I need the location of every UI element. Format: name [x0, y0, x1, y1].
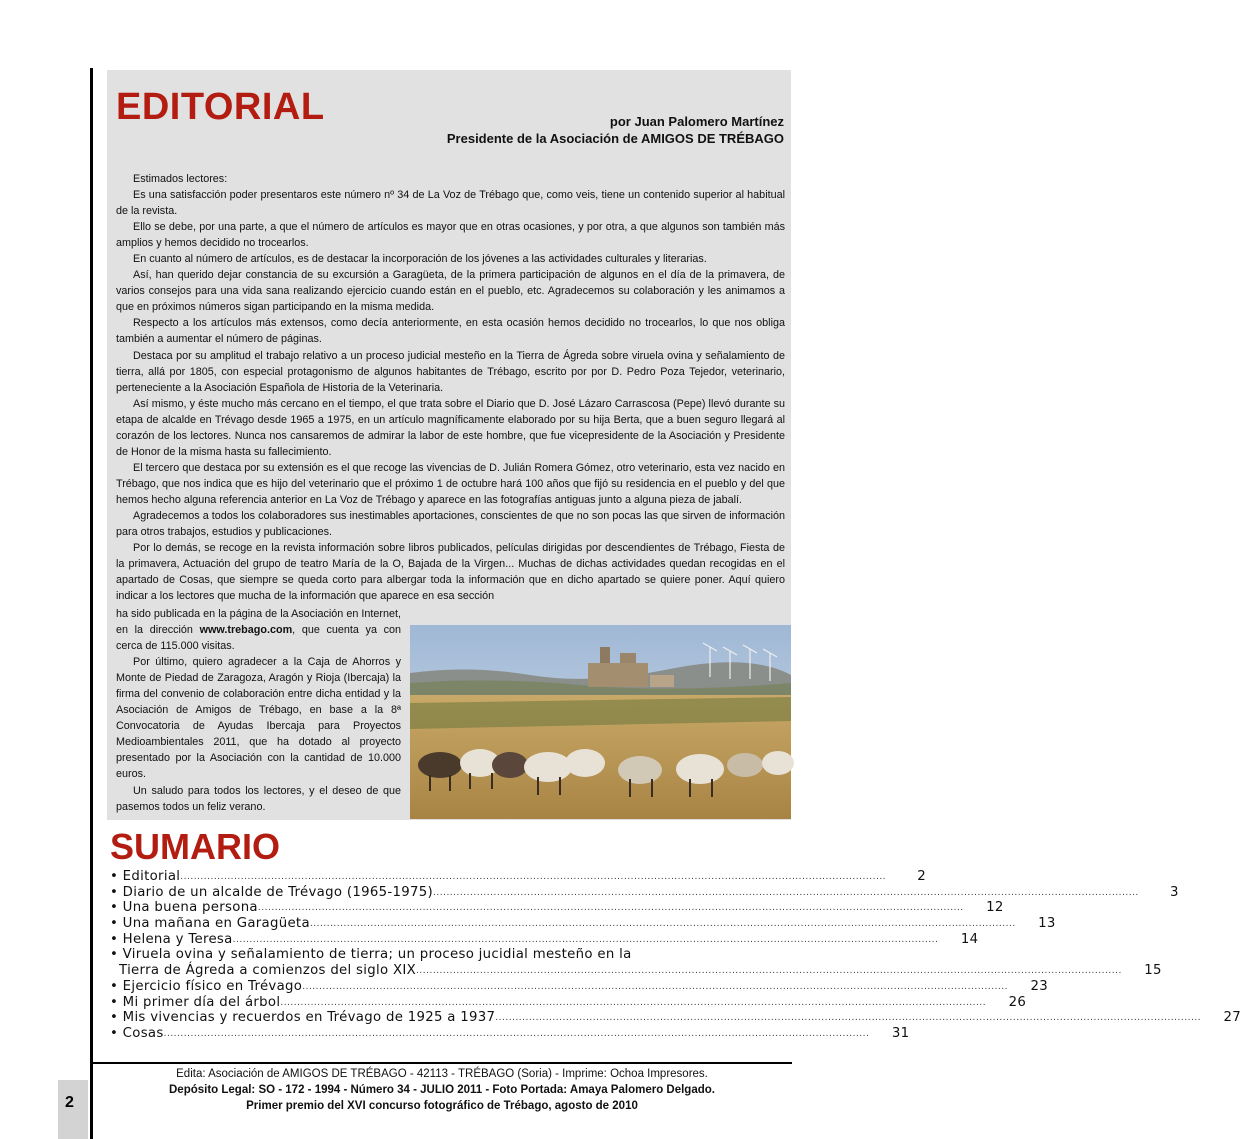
paragraph: Destaca por su amplitud el trabajo relativo a un proceso judicial mesteño en la Tierra de Ágreda sobre viruela ovina y señalamiento de tierra, allá por 1805, con especial protagonismo de algunos habitantes de Trébago, escrito por por D. Pedro Poza Tejedor, veterinario, perteneciente a la Asociación Española de Historia de la Veterinaria. [116, 349, 785, 394]
toc-page: 27 [1223, 1010, 1241, 1026]
paragraph: Así, han querido dejar constancia de su excursión a Garagüeta, de la primera participación de algunos en el día de la primavera, de varios consejos para una vida sana realizando ejercicio cuando están en el pueblo, etc. Agradecemos su colaboración y les animamos a que en próximos números sigan participando en la misma medida. [116, 269, 785, 314]
footer-publisher: Edita: Asociación de AMIGOS DE TRÉBAGO - 42113 - TRÉBAGO (Soria) - Imprime: Ochoa Impresores. [176, 1068, 708, 1080]
toc-entry[interactable] [110, 978, 1048, 995]
toc-leader: .................................................................................................................................................................................................................. [433, 887, 1139, 898]
toc-page: 3 [1170, 884, 1179, 900]
byline-author: por Juan Palomero Martínez [609, 114, 784, 129]
sheep-landscape-photo [410, 625, 791, 819]
vertical-rule [90, 68, 93, 1139]
footer-legal: Depósito Legal: SO - 172 - 1994 - Número 34 - JULIO 2011 - Foto Portada: Amaya Palomero Delgado. [169, 1084, 715, 1096]
toc-label: • Mi primer día del árbol [110, 994, 281, 1010]
toc-leader: .................................................................................................................................................................................................................. [495, 1013, 1202, 1024]
toc-label: • Ejercicio físico en Trévago [110, 978, 303, 994]
toc-label: • Una mañana en Garagüeta [110, 916, 310, 932]
toc-entry[interactable] [110, 884, 1179, 901]
toc-entry[interactable] [110, 931, 979, 948]
toc-page: 15 [1144, 963, 1162, 979]
toc-page: 14 [960, 931, 979, 947]
paragraph: El tercero que destaca por su extensión es el que recoge las vivencias de D. Julián Romera Gómez, otro veterinario, esta vez nacido en Trébago, que nos indica que es hijo del veterinario que el próximo 1 de octubre hará 100 años que fijó su residencia en el pueblo y del que hemos hecho alguna referencia anterior en La Voz de Trébago y aparece en las fotografías antiguas junto a alguna pieza de jabalí. [116, 461, 785, 506]
editorial-body [116, 171, 785, 604]
toc-page: 2 [917, 869, 927, 884]
toc-page: 26 [1008, 994, 1027, 1010]
toc-page: 31 [891, 1025, 910, 1041]
editorial-column [116, 606, 401, 815]
toc-entry[interactable] [110, 900, 1004, 916]
toc-entry[interactable] [110, 869, 927, 885]
paragraph: Por último, quiero agradecer a la Caja de Ahorros y Monte de Piedad de Zaragoza, Aragón y Rioja (Ibercaja) la firma del convenio de colaboración entre dicha entidad y la Asociación de Amigos de Trébago, en base a la 8ª Convocatoria de Ayudas Ibercaja para Proyectos Medioambientales 2011, que ha dotado al proyecto presentado por la Asociación con la cantidad de 10.000 euros. [116, 656, 401, 781]
toc-label: • Helena y Teresa [110, 931, 233, 947]
toc-entry[interactable] [110, 963, 1162, 979]
toc-entry[interactable] [110, 994, 1027, 1011]
toc-label: • Viruela ovina y señalamiento de tierra; un proceso jucidial mesteño en la [110, 947, 632, 963]
text: , que cuenta ya con cerca de 115.000 visitas. [116, 624, 402, 653]
paragraph: Es una satisfacción poder presentaros este número nº 34 de La Voz de Trébago que, como veis, tiene un contenido superior al habitual de la revista. [116, 189, 785, 218]
toc-page: 13 [1038, 916, 1056, 932]
toc-entry[interactable] [110, 916, 1056, 932]
toc-entry[interactable] [110, 947, 792, 963]
toc-leader: .................................................................................................................................................................................................................. [280, 997, 987, 1008]
byline-role: Presidente de la Asociación de AMIGOS DE TRÉBAGO [446, 131, 784, 146]
toc-leader: .................................................................................................................................................................................................................. [309, 919, 1016, 930]
toc-leader: .................................................................................................................................................................................................................. [257, 903, 964, 914]
table-of-contents [110, 869, 1241, 1042]
toc-leader: .................................................................................................................................................................................................................. [180, 872, 887, 882]
toc-label: • Cosas [110, 1025, 164, 1041]
toc-label: • Una buena persona [110, 900, 258, 916]
paragraph: En cuanto al número de artículos, es de destacar la incorporación de los jóvenes a las actividades culturales y literarias. [133, 253, 707, 266]
sumario-title: SUMARIO [110, 826, 280, 867]
web-link[interactable]: www.trebago.com [199, 624, 293, 637]
toc-leader: .................................................................................................................................................................................................................. [232, 934, 939, 945]
page-number: 2 [65, 1094, 74, 1111]
footer-rule [92, 1062, 792, 1064]
text: ha sido publicada en la página de la Asociación en Internet, en la dirección [116, 608, 401, 637]
paragraph: Así mismo, y éste mucho más cercano en el tiempo, el que trata sobre el Diario que D. José Lázaro Carrascosa (Pepe) llevó durante su etapa de alcalde en Trévago desde 1965 a 1975, en un artículo magníficamente elaborado por su hija Berta, que a buen seguro llegará al corazón de los lectores. Nunca nos cansaremos de admirar la labor de este hombre, que fue vicepresidente de la Asociación y Presidente de Honor de la misma hasta su fallecimiento. [116, 397, 785, 458]
toc-label: • Editorial [110, 869, 181, 884]
footer-award: Primer premio del XVI concurso fotográfico de Trébago, agosto de 2010 [246, 1100, 638, 1112]
paragraph: Por lo demás, se recoge en la revista información sobre libros publicados, películas dirigidas por descendientes de Trébago, Fiesta de la primavera, Actuación del grupo de teatro María de la O, Bajada de la Virgen... Muchas de dichas actividades quedan recogidas en el apartado de Cosas, que siempre se queda corto para albergar toda la información que en dicho apartado se quiere poner. Aquí quiero indicar a los lectores que mucha de la información que aparece en esa sección [116, 542, 785, 603]
toc-label: • Mis vivencias y recuerdos en Trévago de 1925 a 1937 [110, 1010, 496, 1026]
toc-entry[interactable] [110, 1025, 910, 1042]
paragraph: Ello se debe, por una parte, a que el número de artículos es mayor que en otras ocasiones, y por otra, a que algunos son también más amplios y hemos decidido no trocearlos. [116, 221, 785, 250]
toc-page: 12 [986, 900, 1004, 916]
toc-label: • Diario de un alcalde de Trévago (1965-1975) [110, 884, 433, 900]
toc-leader: .................................................................................................................................................................................................................. [163, 1028, 870, 1039]
editorial-title: EDITORIAL [116, 86, 325, 128]
paragraph: Estimados lectores: [133, 173, 228, 185]
toc-leader: .................................................................................................................................................................................................................. [416, 966, 1122, 977]
paragraph: Un saludo para todos los lectores, y el deseo de que pasemos todos un feliz verano. [116, 784, 401, 813]
paragraph [116, 606, 401, 654]
toc-entry[interactable] [110, 1010, 1241, 1026]
paragraph: Respecto a los artículos más extensos, como decía anteriormente, en esta ocasión hemos decidido no trocearlos, lo que nos obliga también a aumentar el número de páginas. [116, 317, 785, 346]
toc-page: 23 [1030, 978, 1048, 994]
toc-label: Tierra de Ágreda a comienzos del siglo XIX [110, 963, 417, 979]
paragraph: Agradecemos a todos los colaboradores sus inestimables aportaciones, conscientes de que no son pocas las que sirven de información para otros trabajos, estudios y publicaciones. [116, 509, 785, 539]
toc-leader: .................................................................................................................................................................................................................. [302, 981, 1008, 992]
